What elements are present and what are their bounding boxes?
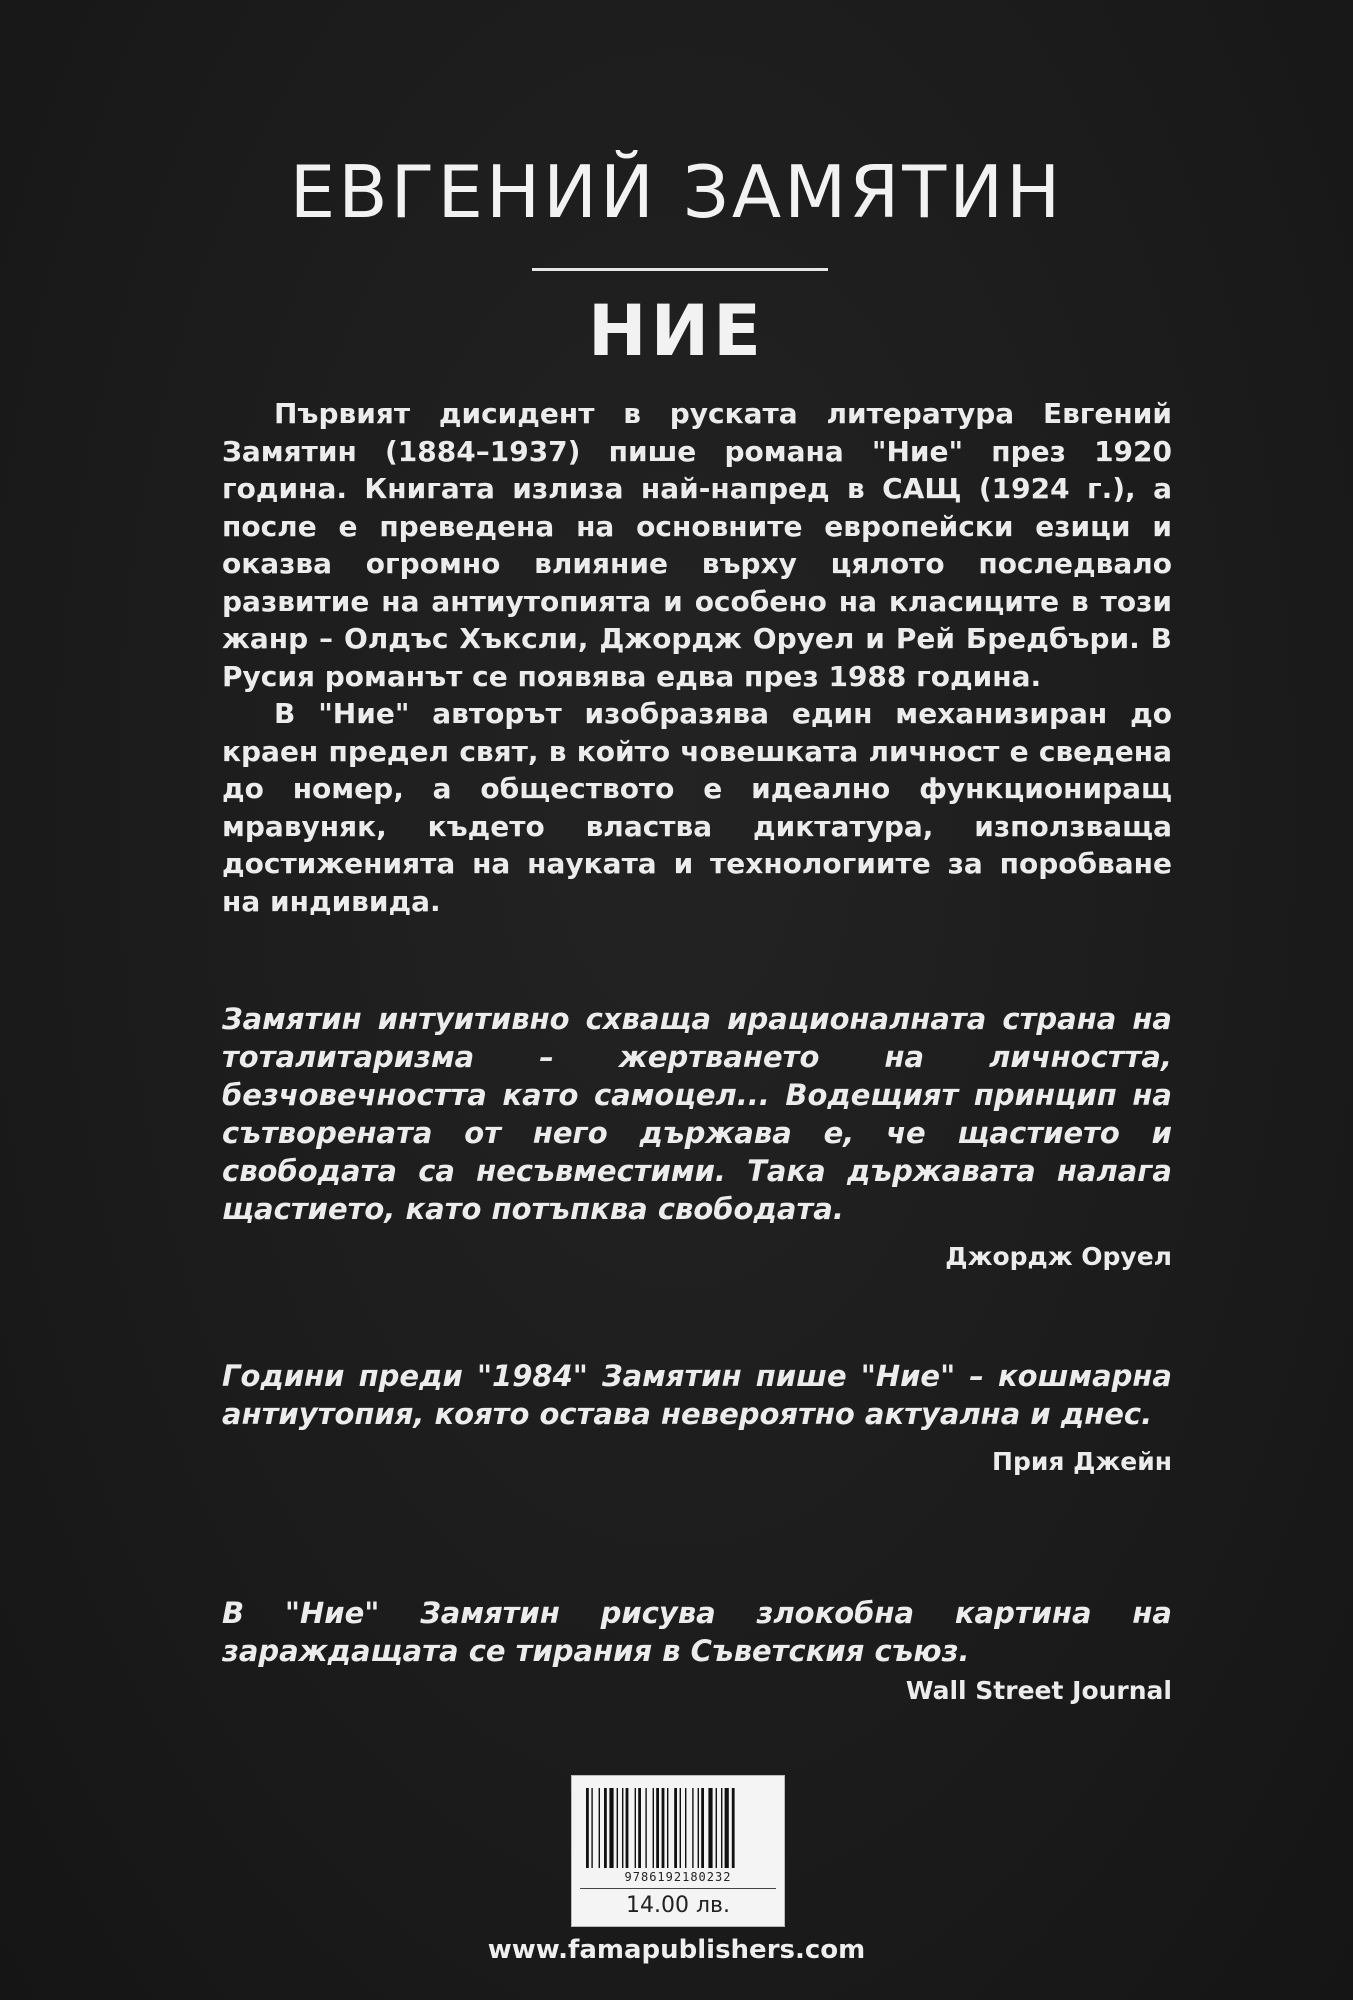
review-quote-3: [222, 1594, 1172, 1710]
isbn-number: 9786192180232: [624, 1870, 732, 1884]
quote-text: Замятин интуитивно схваща ирационалната страна на тоталитаризма – жертването на личността, безчовечността като самоцел... Водещият принцип на сътворената от него държава е, че щастието и свободата са несъвместими. Така държавата налага щастието, като потъпква свободата.: [222, 1002, 1172, 1226]
author-name: ЕВГЕНИЙ ЗАМЯТИН: [289, 150, 1064, 234]
barcode-icon: [586, 1788, 770, 1868]
book-title: НИЕ: [588, 290, 765, 372]
price-tag: 14.00 лв.: [626, 1893, 730, 1918]
book-description: [222, 395, 1172, 920]
quote-author: Wall Street Journal: [905, 1676, 1172, 1705]
title-divider: [532, 268, 828, 271]
barcode-label: [571, 1775, 785, 1927]
review-quote-2: [222, 1357, 1172, 1481]
publisher-website: www.famapublishers.com: [487, 1935, 866, 1965]
quote-author: Прия Джейн: [992, 1447, 1172, 1476]
quote-text: Години преди "1984" Замятин пише "Ние" – кошмарна антиутопия, която остава невероятно актуална и днес.: [222, 1359, 1172, 1431]
quote-text: В "Ние" Замятин рисува злокобна картина на зараждащата се тирания в Съветския съюз.: [222, 1596, 1172, 1668]
description-paragraph-1: Първият дисидент в руската литература Евгений Замятин (1884–1937) пише романа "Ние" през 1920 година. Книгата излиза най-напред в САЩ (1924 г.), а после е преведена на основните европейски езици и оказва огромно влияние върху цялото последвало развитие на антиутопията и особено на класиците в този жанр – Олдъс Хъксли, Джордж Оруел и Рей Бредбъри. В Русия романът се появява едва през 1988 година.: [222, 397, 1172, 693]
price-divider: [580, 1888, 776, 1889]
review-quote-1: [222, 1000, 1172, 1276]
quote-author: Джордж Оруел: [945, 1242, 1172, 1271]
description-paragraph-2: В "Ние" авторът изобразява един механизиран до краен предел свят, в който човешката личност е сведена до номер, а обществото е идеално функциониращ мравуняк, където властва диктатура, използваща достиженията на науката и технологиите за поробване на индивида.: [222, 697, 1172, 918]
